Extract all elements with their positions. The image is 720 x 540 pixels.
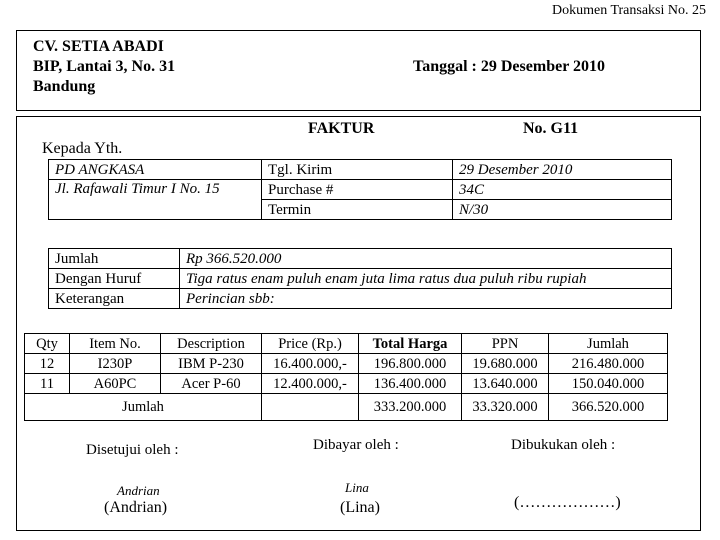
table-row: [49, 160, 672, 180]
jumlah-cell: 150.040.000: [549, 374, 668, 394]
column-header: Price (Rp.): [262, 334, 359, 354]
column-header: PPN: [462, 334, 549, 354]
price-cell: 16.400.000,-: [262, 354, 359, 374]
shipping-value: N/30: [453, 200, 672, 220]
company-info: [33, 37, 175, 97]
shipping-value: 29 Desember 2010: [453, 160, 672, 180]
recipient-greeting: Kepada Yth.: [42, 140, 123, 157]
summary-value: Tiga ratus enam puluh enam juta lima ratus dua puluh ribu rupiah: [180, 269, 672, 289]
table-row: [49, 289, 672, 309]
signature-lina: Lina: [345, 480, 369, 495]
total-harga-sum: 333.200.000: [359, 394, 462, 421]
qty-cell: 12: [25, 354, 70, 374]
jumlah-cell: 216.480.000: [549, 354, 668, 374]
summary-label: Keterangan: [49, 289, 180, 309]
item-no-cell: I230P: [70, 354, 161, 374]
item-no-cell: A60PC: [70, 374, 161, 394]
company-name: CV. SETIA ABADI: [33, 38, 164, 55]
table-row: [49, 180, 672, 200]
booked-by-label: Dibukukan oleh :: [511, 437, 616, 453]
summary-label: Jumlah: [49, 249, 180, 269]
recipient-name: PD ANGKASA: [49, 160, 262, 180]
price-cell: 12.400.000,-: [262, 374, 359, 394]
summary-table: [48, 248, 672, 309]
approved-by-label: Disetujui oleh :: [86, 442, 179, 458]
column-header: Total Harga: [359, 334, 462, 354]
document-number: Dokumen Transaksi No. 25: [551, 3, 706, 18]
table-total-row: [25, 394, 668, 421]
ppn-sum: 33.320.000: [462, 394, 549, 421]
table-row: [25, 374, 668, 394]
table-row: [49, 249, 672, 269]
company-city: Bandung: [33, 78, 96, 95]
empty-cell: [262, 394, 359, 421]
invoice-number: No. G11: [523, 120, 579, 137]
description-cell: IBM P-230: [161, 354, 262, 374]
table-row: [25, 354, 668, 374]
total-label: Jumlah: [25, 394, 262, 421]
invoice-title: FAKTUR: [308, 120, 375, 137]
description-cell: Acer P-60: [161, 374, 262, 394]
table-header-row: [25, 334, 668, 354]
jumlah-sum: 366.520.000: [549, 394, 668, 421]
recipient-shipping-table: [48, 159, 672, 220]
items-table: [24, 333, 668, 421]
company-header: [16, 30, 701, 111]
column-header: Description: [161, 334, 262, 354]
qty-cell: 11: [25, 374, 70, 394]
bookkeeper-name: (………………): [514, 494, 621, 511]
shipping-label: Tgl. Kirim: [262, 160, 453, 180]
paid-by-label: Dibayar oleh :: [313, 437, 399, 453]
column-header: Item No.: [70, 334, 161, 354]
ppn-cell: 13.640.000: [462, 374, 549, 394]
summary-label: Dengan Huruf: [49, 269, 180, 289]
summary-value: Rp 366.520.000: [180, 249, 672, 269]
recipient-address: Jl. Rafawali Timur I No. 15: [49, 180, 262, 220]
table-row: [49, 269, 672, 289]
shipping-label: Termin: [262, 200, 453, 220]
shipping-value: 34C: [453, 180, 672, 200]
invoice-date: Tanggal : 29 Desember 2010: [413, 58, 605, 75]
total-harga-cell: 196.800.000: [359, 354, 462, 374]
summary-value: Perincian sbb:: [180, 289, 672, 309]
shipping-label: Purchase #: [262, 180, 453, 200]
company-address: BIP, Lantai 3, No. 31: [33, 58, 176, 75]
ppn-cell: 19.680.000: [462, 354, 549, 374]
column-header: Jumlah: [549, 334, 668, 354]
total-harga-cell: 136.400.000: [359, 374, 462, 394]
approver-name: (Andrian): [104, 499, 168, 516]
payer-name: (Lina): [340, 499, 380, 516]
column-header: Qty: [25, 334, 70, 354]
signature-andrian: Andrian: [117, 483, 160, 498]
